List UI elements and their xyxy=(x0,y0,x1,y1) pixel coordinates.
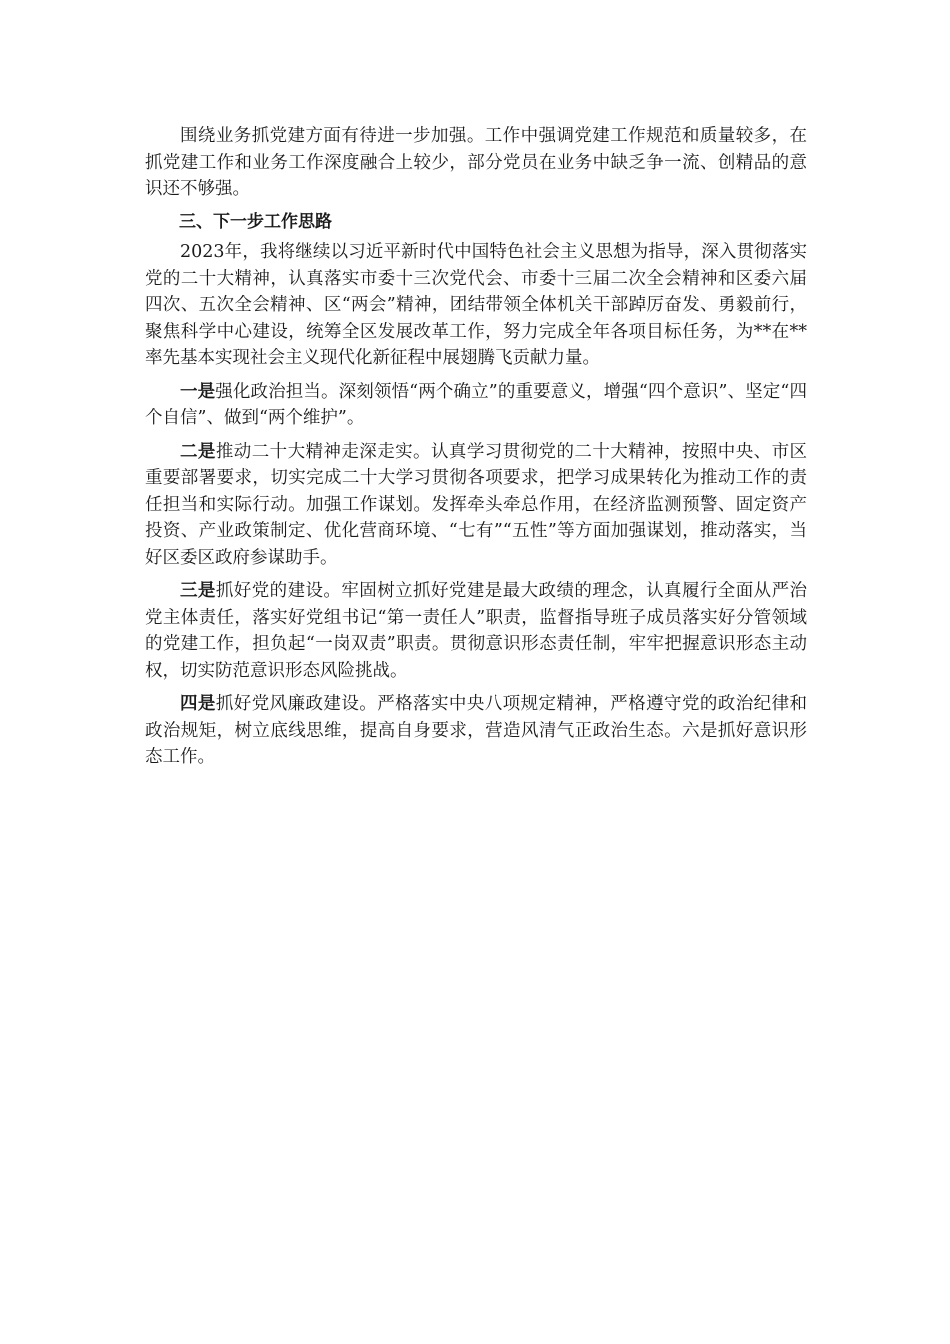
paragraph-work-plan-2023: 2023年，我将继续以习近平新时代中国特色社会主义思想为指导，深入贯彻落实党的二十大精神，认真落实市委十三次党代会、市委十三届二次全会精神和区委六届四次、五次全会精神、区“两会”精神，团结带领全体机关干部踔厉奋发、勇毅前行，聚焦科学中心建设，统筹全区发展改革工作，努力完成全年各项目标任务，为**在**率先基本实现社会主义现代化新征程中展翅腾飞贡献力量。 xyxy=(145,242,807,368)
item-text-4: 抓好党风廉政建设。严格落实中央八项规定精神，严格遵守党的政治纪律和政治规矩，树立底线思维，提高自身要求，营造风清气正政治生态。六是抓好意识形态工作。 xyxy=(145,694,808,767)
paragraph-party-building-weakness: 围绕业务抓党建方面有待进一步加强。工作中强调党建工作规范和质量较多，在抓党建工作和业务工作深度融合上较少，部分党员在业务中缺乏争一流、创精品的意识还不够强。 xyxy=(145,126,807,199)
item-lead-3: 三是 xyxy=(180,581,216,601)
item-text-2: 推动二十大精神走深走实。认真学习贯彻党的二十大精神，按照中央、市区重要部署要求，切实完成二十大学习贯彻各项要求，把学习成果转化为推动工作的责任担当和实际行动。加强工作谋划。发挥牵头牵总作用，在经济监测预警、固定资产投资、产业政策制定、优化营商环境、“七有”“五性”等方面加强谋划，推动落实，当好区委区政府参谋助手。 xyxy=(145,441,808,568)
item-paragraph-4 xyxy=(145,691,807,771)
item-paragraph-1 xyxy=(145,379,807,432)
document-body xyxy=(145,123,807,771)
item-lead-1: 一是 xyxy=(180,381,216,402)
item-text-1: 强化政治担当。深刻领悟“两个确立”的重要意义，增强“四个意识”、坚定“四个自信”、做到“两个维护”。 xyxy=(145,381,808,428)
item-paragraph-3 xyxy=(145,578,807,684)
item-text-3: 抓好党的建设。牢固树立抓好党建是最大政绩的理念，认真履行全面从严治党主体责任，落实好党组书记“第一责任人”职责，监督指导班子成员落实好分管领域的党建工作，担负起“一岗双责”职责。贯彻意识形态责任制，牢牢把握意识形态主动权，切实防范意识形态风险挑战。 xyxy=(145,581,808,681)
section-heading: 三、下一步工作思路 xyxy=(179,211,332,232)
item-lead-2: 二是 xyxy=(180,441,216,462)
item-paragraph-2 xyxy=(145,439,807,572)
item-lead-4: 四是 xyxy=(180,694,216,714)
